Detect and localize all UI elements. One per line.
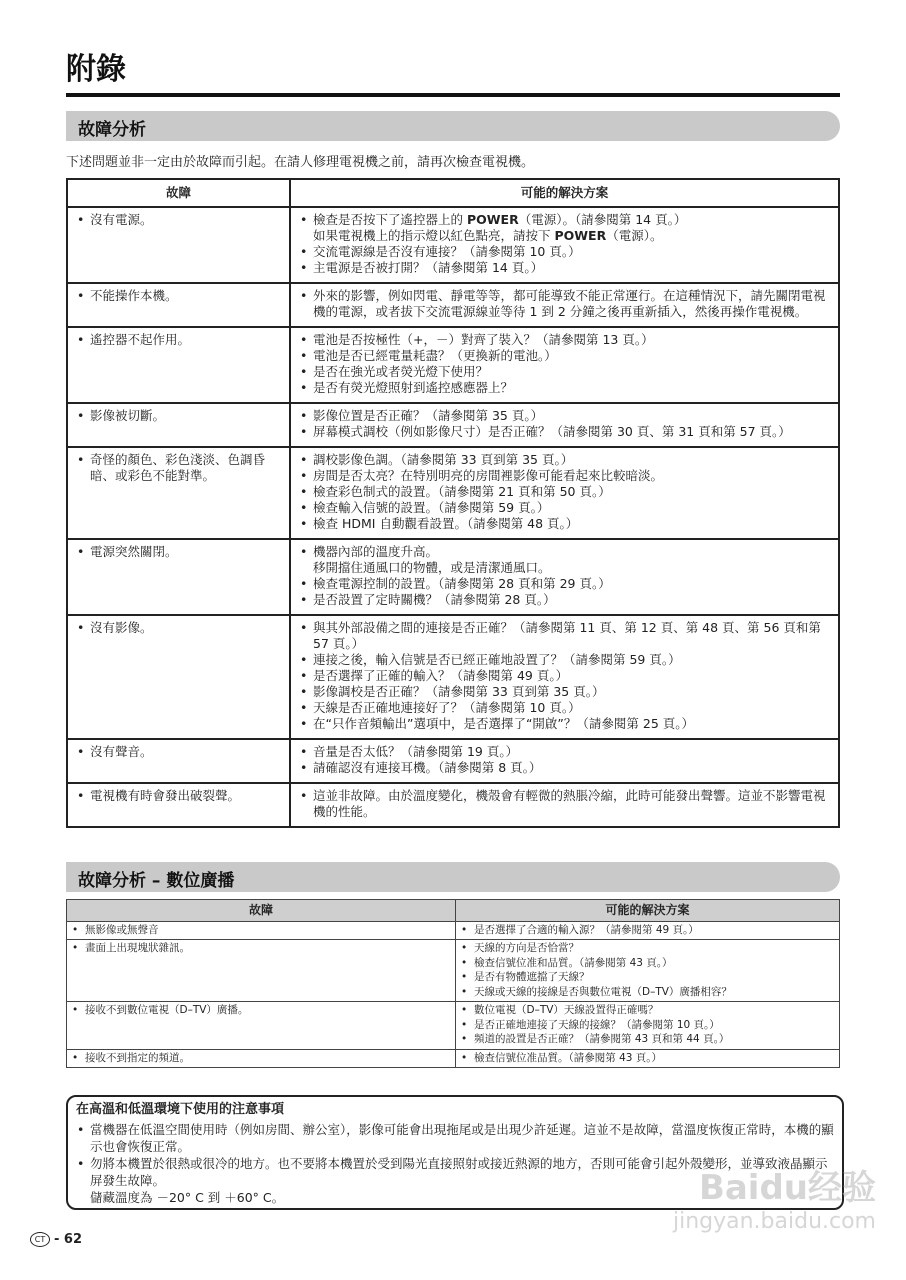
solution-item: • 影像位置是否正確？（請參閱第 35 頁。） [299,408,830,424]
solution-cell [456,1049,840,1068]
problem-cell [67,783,290,827]
problem-cell [67,1049,456,1068]
solution-item: • 與其外部設備之間的連接是否正確？（請參閱第 11 頁、第 12 頁、第 48 頁、第 56 頁和第 57 頁。） [299,620,830,652]
solution-item: • 勿將本機置於很熱或很冷的地方。也不要將本機置於受到陽光直接照射或接近熱源的地方，否則可能會引起外殼變形，並導致液晶顯示屏發生故障。 [76,1155,834,1189]
table-row [67,783,839,827]
solution-item: 儲藏溫度為 －20° C 到 ＋60° C。 [90,1190,285,1205]
solution-item: • 是否有熒光燈照射到遙控感應器上？ [299,380,830,396]
solution-item: • 電池是否按極性（+，－）對齊了裝入？（請參閱第 13 頁。） [299,332,830,348]
solution-item: • 外來的影響，例如閃電、靜電等等，都可能導致不能正常運行。在這種情況下，請先關閉電視機的電源，或者拔下交流電源線並等待 1 到 2 分鐘之後再重新插入，然後再操作電視機。 [299,288,830,320]
watermark-brand: Baidu经验 [698,1168,876,1208]
solution-item: • 檢查信號位准和品質。（請參閱第 43 頁。） [460,956,835,971]
solution-item: • 是否正確地連接了天線的接線？（請參閱第 10 頁。） [460,1018,835,1033]
page-footer [30,1232,82,1247]
table-row [67,739,839,783]
solution-item: 如果電視機上的指示燈以紅色點亮，請按下 POWER（電源）。 [313,228,663,243]
page-number: - 62 [54,1232,83,1247]
problem-text: • 電源突然關閉。 [76,544,281,560]
intro-text: 下述問題並非一定由於故障而引起。在請人修理電視機之前，請再次檢查電視機。 [66,155,535,170]
header-problem: 故障 [67,900,456,922]
problem-cell [67,447,290,539]
table-row [67,283,839,327]
table-row [67,403,839,447]
problem-cell [67,940,456,1002]
solution-item: • 檢查 HDMI 自動觀看設置。（請參閱第 48 頁。） [299,516,830,532]
solution-item: • 頻道的設置是否正確？（請參閱第 43 頁和第 44 頁。） [460,1032,835,1047]
solution-cell [290,403,839,447]
problem-cell [67,615,290,739]
solution-item: • 機器內部的溫度升高。 [299,544,830,560]
problem-cell [67,739,290,783]
solution-cell [290,615,839,739]
solution-item: • 數位電視（D–TV）天線設置得正確嗎？ [460,1003,835,1018]
table-row [67,207,839,283]
solution-item: • 影像調校是否正確？（請參閱第 33 頁到第 35 頁。） [299,684,830,700]
solution-item: • 音量是否太低？（請參閱第 19 頁。） [299,744,830,760]
solution-item: • 在“只作音頻輸出”選項中，是否選擇了“開啟”？（請參閱第 25 頁。） [299,716,830,732]
solution-item: • 檢查彩色制式的設置。（請參閱第 21 頁和第 50 頁。） [299,484,830,500]
problem-text: • 接收不到指定的頻道。 [71,1051,451,1066]
solution-item: • 請確認沒有連接耳機。（請參閱第 8 頁。） [299,760,830,776]
solution-cell [290,539,839,615]
solution-cell [290,207,839,283]
problem-text: • 電視機有時會發出破裂聲。 [76,788,281,804]
solution-item: • 主電源是否被打開？（請參閱第 14 頁。） [299,260,830,276]
problem-text: • 影像被切斷。 [76,408,281,424]
header-solution: 可能的解決方案 [290,179,839,207]
solution-item: • 天線是否正確地連接好了？（請參閱第 10 頁。） [299,700,830,716]
solution-item: • 是否有物體遮擋了天線？ [460,970,835,985]
problem-text: • 無影像或無聲音 [71,923,451,938]
solution-item: • 是否在強光或者熒光燈下使用？ [299,364,830,380]
watermark-url: jingyan.baidu.com [672,1209,876,1234]
solution-item: • 是否設置了定時關機？（請參閱第 28 頁。） [299,592,830,608]
problem-text: • 遙控器不起作用。 [76,332,281,348]
solution-cell [290,783,839,827]
solution-item: • 檢查信號位准品質。（請參閱第 43 頁。） [460,1051,835,1066]
table-row [67,615,839,739]
title-rule [66,93,840,97]
solution-item: • 屏幕模式調校（例如影像尺寸）是否正確？（請參閱第 30 頁、第 31 頁和第 57 頁。） [299,424,830,440]
problem-text: • 奇怪的顏色、彩色淺淡、色調昏暗、或彩色不能對準。 [76,452,281,484]
problem-cell [67,403,290,447]
problem-text: • 沒有聲音。 [76,744,281,760]
problem-text: • 接收不到數位電視（D–TV）廣播。 [71,1003,451,1018]
solution-item: • 調校影像色調。（請參閱第 33 頁到第 35 頁。） [299,452,830,468]
digital-troubleshooting-table [66,899,840,1068]
solution-cell [290,327,839,403]
problem-text: • 沒有電源。 [76,212,281,228]
table-row [67,447,839,539]
header-solution: 可能的解決方案 [456,900,840,922]
section-header-digital: 故障分析 – 數位廣播 [66,862,840,892]
problem-cell [67,539,290,615]
section-header-troubleshooting: 故障分析 [66,111,840,141]
solution-cell [456,921,840,940]
solution-item: • 天線或天線的接線是否與數位電視（D–TV）廣播相容？ [460,985,835,1000]
solution-cell [456,1002,840,1050]
solution-cell [290,739,839,783]
notice-title: 在高溫和低溫環境下使用的注意事項 [76,1102,285,1117]
page-title: 附錄 [66,52,126,87]
problem-cell [67,283,290,327]
table-row [67,1002,840,1050]
table-row [67,921,840,940]
solution-item: • 檢查輸入信號的設置。（請參閱第 59 頁。） [299,500,830,516]
problem-text: • 不能操作本機。 [76,288,281,304]
solution-item: • 是否選擇了正確的輸入？（請參閱第 49 頁。） [299,668,830,684]
troubleshooting-table [66,178,840,828]
solution-item: • 檢查電源控制的設置。（請參閱第 28 頁和第 29 頁。） [299,576,830,592]
problem-cell [67,921,456,940]
solution-cell [290,283,839,327]
solution-cell [290,447,839,539]
problem-cell [67,207,290,283]
solution-item: • 電池是否已經電量耗盡？（更換新的電池。） [299,348,830,364]
watermark [673,1160,876,1234]
solution-item: • 連接之後，輸入信號是否已經正確地設置了？（請參閱第 59 頁。） [299,652,830,668]
solution-item: • 是否選擇了合適的輸入源？（請參閱第 49 頁。） [460,923,835,938]
problem-cell [67,1002,456,1050]
solution-item: 移開擋住通風口的物體，或是清潔通風口。 [313,560,551,575]
language-badge: CT [30,1232,50,1247]
solution-cell [456,940,840,1002]
table-row [67,940,840,1002]
solution-item: • 這並非故障。由於溫度變化，機殼會有輕微的熱脹冷縮，此時可能發出聲響。這並不影響電視機的性能。 [299,788,830,820]
solution-item: • 當機器在低溫空間使用時（例如房間、辦公室），影像可能會出現拖尾或是出現少許延遲。這並不是故障，當溫度恢復正常時，本機的顯示也會恢復正常。 [76,1121,834,1155]
solution-item: • 檢查是否按下了遙控器上的 POWER（電源）。（請參閱第 14 頁。） [299,212,830,228]
problem-text: • 畫面上出現塊狀雜訊。 [71,941,451,956]
solution-item: • 房間是否太亮？在特別明亮的房間裡影像可能看起來比較暗淡。 [299,468,830,484]
problem-text: • 沒有影像。 [76,620,281,636]
problem-cell [67,327,290,403]
table-row [67,539,839,615]
header-problem: 故障 [67,179,290,207]
solution-item: • 交流電源線是否沒有連接？（請參閱第 10 頁。） [299,244,830,260]
table-row [67,1049,840,1068]
table-row [67,327,839,403]
solution-item: • 天線的方向是否恰當？ [460,941,835,956]
